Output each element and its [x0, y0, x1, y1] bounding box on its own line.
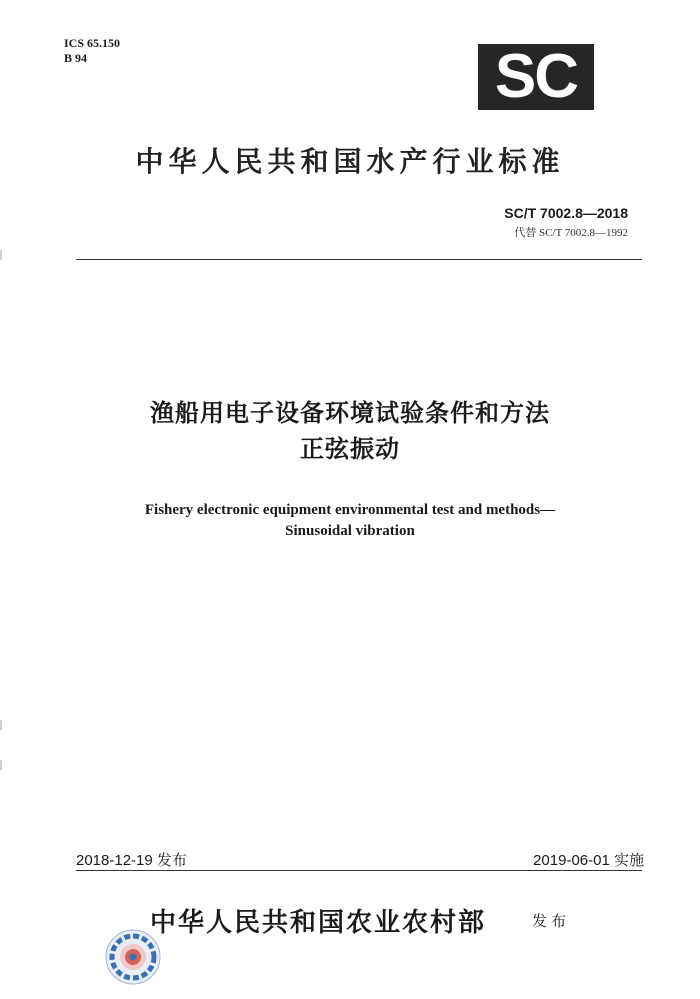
- implementation-date: 2019-06-01 实施: [533, 852, 644, 869]
- chinese-title-line1: 渔船用电子设备环境试验条件和方法: [150, 399, 550, 427]
- scan-edge-mark: [0, 720, 2, 730]
- national-standard-title: 中华人民共和国水产行业标准: [135, 145, 565, 178]
- replaces-note: 代替 SC/T 7002.8—1992: [514, 227, 628, 239]
- publish-label: 发布: [532, 912, 571, 930]
- sc-logo: SC: [478, 44, 594, 110]
- top-divider: [76, 259, 642, 260]
- scan-edge-mark: [0, 760, 2, 770]
- publisher: 中华人民共和国农业农村部: [150, 908, 487, 938]
- standard-code: SC/T 7002.8—2018: [504, 205, 628, 221]
- classification-codes: [64, 36, 120, 66]
- bottom-divider: [76, 870, 642, 871]
- ccs-code: B 94: [64, 51, 88, 65]
- english-title: [40, 500, 660, 542]
- english-title-line2: Sinusoidal vibration: [285, 523, 415, 539]
- scan-edge-mark: [0, 250, 2, 260]
- ics-code: ICS 65.150: [64, 36, 121, 50]
- issue-date: 2018-12-19 发布: [76, 852, 187, 869]
- chinese-title: [40, 395, 660, 467]
- chinese-title-line2: 正弦振动: [300, 435, 400, 463]
- english-title-line1: Fishery electronic equipment environmental test and methods—: [144, 502, 556, 518]
